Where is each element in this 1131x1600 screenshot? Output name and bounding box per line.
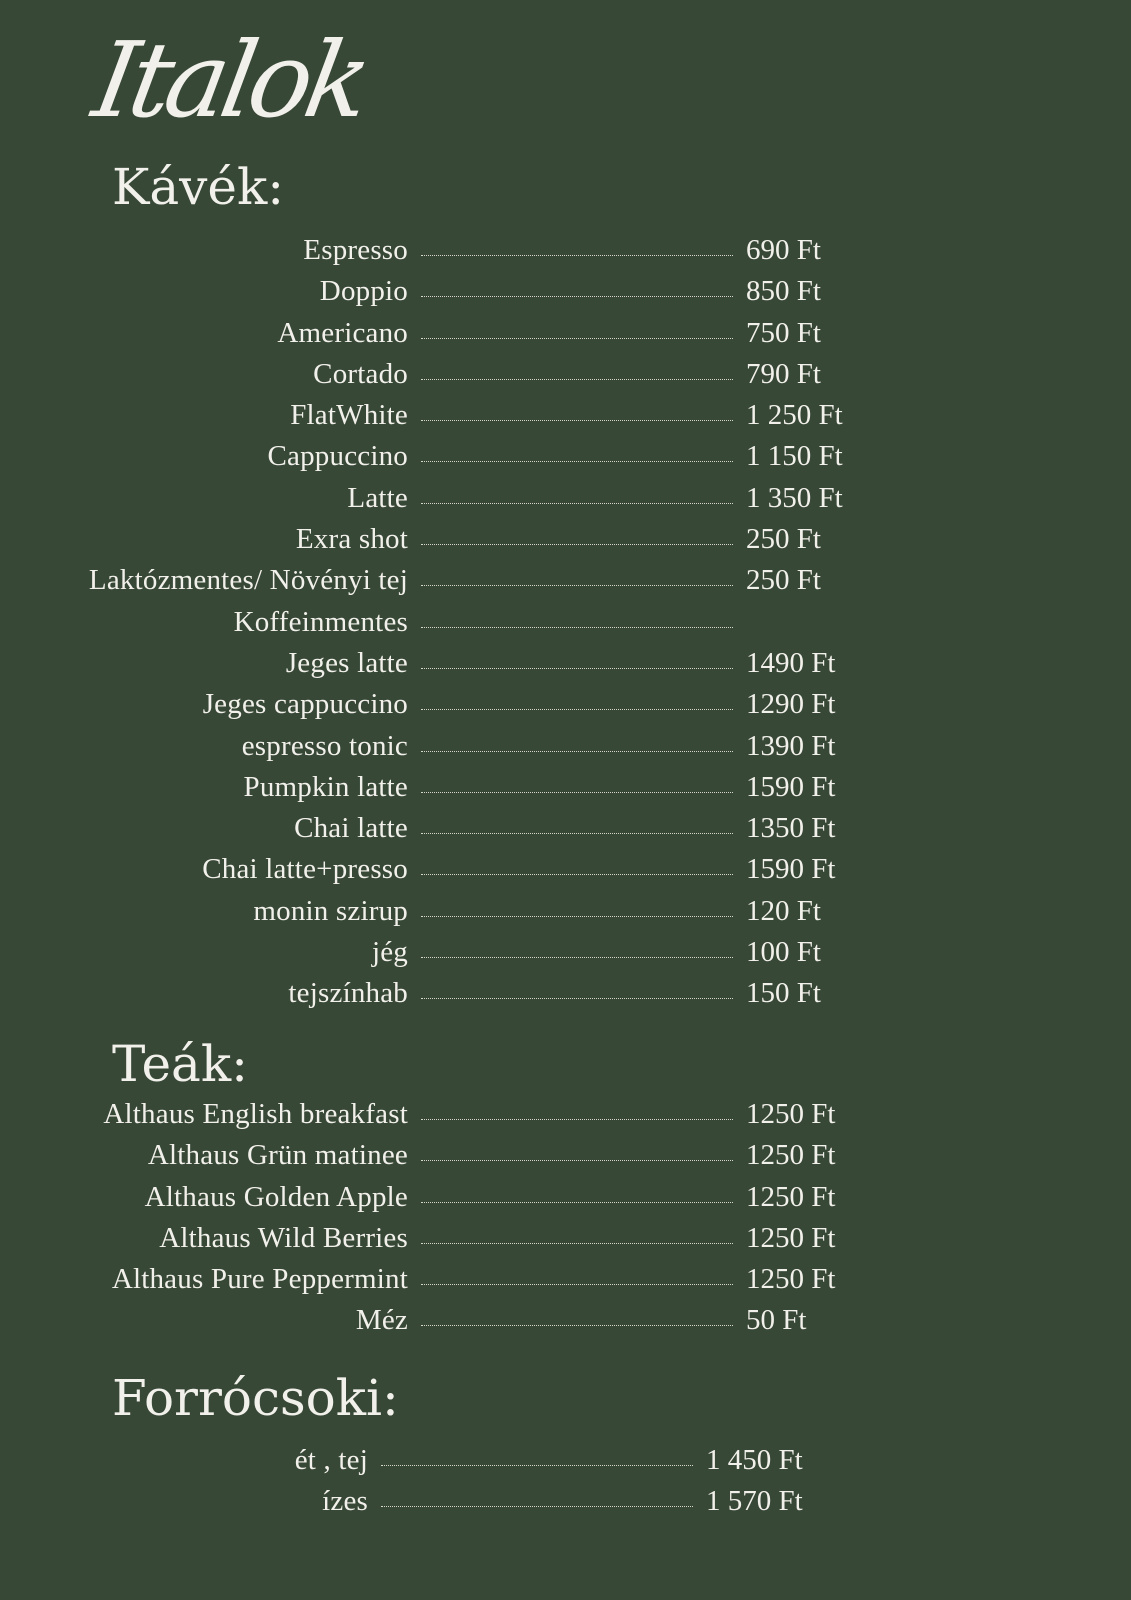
dotted-leader [421, 503, 733, 504]
menu-list-kavek [0, 232, 1131, 1017]
menu-item-name: Espresso [303, 234, 408, 266]
menu-item-price: 1250 Ft [746, 1263, 836, 1296]
menu-item-name: FlatWhite [290, 399, 408, 432]
menu-item-name: Cortado [313, 357, 408, 390]
menu-item-price: 1250 Ft [746, 1180, 836, 1213]
dotted-leader [381, 1506, 693, 1507]
page-title: Italok [85, 19, 375, 141]
menu-item-price: 1590 Ft [746, 853, 836, 886]
menu-item [0, 645, 1131, 686]
menu-item [0, 480, 1131, 521]
menu-item-price: 120 Ft [746, 894, 821, 927]
menu-item [0, 1302, 1131, 1343]
menu-item-price: 250 Ft [746, 564, 821, 597]
menu-item-price: 1250 Ft [746, 1221, 836, 1254]
dotted-leader [421, 874, 733, 875]
dotted-leader [421, 833, 733, 834]
menu-item-name: Althaus Grün matinee [147, 1139, 408, 1172]
menu-item [0, 851, 1131, 892]
menu-item-name: Doppio [319, 275, 408, 308]
menu-item-price: 100 Ft [746, 936, 821, 969]
dotted-leader [381, 1465, 693, 1466]
menu-item-name: Jeges latte [285, 646, 408, 679]
menu-item [0, 1261, 1131, 1302]
dotted-leader [421, 1119, 733, 1120]
dotted-leader [421, 461, 733, 462]
dotted-leader [421, 420, 733, 421]
menu-item-price: 1 250 Ft [746, 399, 843, 432]
menu-item-name: Chai latte [294, 812, 408, 845]
menu-item-price: 1490 Ft [746, 646, 836, 679]
menu-item [0, 604, 1131, 645]
menu-item [0, 686, 1131, 727]
menu-item-price: 1 350 Ft [746, 481, 843, 514]
menu-item-name: Jeges cappuccino [202, 688, 408, 721]
menu-item [0, 438, 1131, 479]
menu-item-price: 1390 Ft [746, 729, 836, 762]
dotted-leader [421, 338, 733, 339]
menu-item [0, 562, 1131, 603]
menu-item [0, 1137, 1131, 1178]
menu-item-price: 1350 Ft [746, 812, 836, 845]
dotted-leader [421, 379, 733, 380]
menu-item-price: 790 Ft [746, 357, 821, 390]
menu-item-price: 850 Ft [746, 275, 821, 308]
menu-item [0, 934, 1131, 975]
menu-item [0, 810, 1131, 851]
menu-item-name: jég [371, 936, 408, 969]
dotted-leader [421, 1202, 733, 1203]
menu-item [0, 521, 1131, 562]
menu-item-name: Americano [277, 316, 408, 349]
dotted-leader [421, 1284, 733, 1285]
menu-item-price: 1 570 Ft [706, 1485, 803, 1518]
menu-item [0, 1483, 1131, 1524]
menu-item [0, 769, 1131, 810]
menu-item-name: Pumpkin latte [243, 770, 408, 803]
dotted-leader [421, 751, 733, 752]
menu-item-name: Althaus Pure Peppermint [111, 1263, 408, 1296]
dotted-leader [421, 1160, 733, 1161]
dotted-leader [421, 296, 733, 297]
dotted-leader [421, 544, 733, 545]
menu-item-price: 1590 Ft [746, 770, 836, 803]
menu-item-name: Exra shot [295, 523, 408, 556]
menu-item [0, 1220, 1131, 1261]
menu-item-price: 1 450 Ft [706, 1444, 803, 1476]
menu-item-name: Koffeinmentes [233, 605, 408, 638]
menu-item-price: 690 Ft [746, 234, 821, 266]
dotted-leader [421, 627, 733, 628]
menu-list-teak [0, 1096, 1131, 1344]
menu-item-name: monin szirup [253, 894, 408, 927]
menu-item-price: 750 Ft [746, 316, 821, 349]
menu-item-name: Méz [355, 1304, 408, 1337]
menu-item [0, 893, 1131, 934]
menu-item [0, 1442, 1131, 1483]
menu-item-price: 50 Ft [746, 1304, 807, 1337]
section-heading-forrocsoki: Forrócsoki: [112, 1369, 399, 1427]
menu-item [0, 232, 1131, 273]
dotted-leader [421, 1243, 733, 1244]
menu-item-name: ét , tej [294, 1444, 368, 1476]
dotted-leader [421, 957, 733, 958]
menu-item [0, 975, 1131, 1016]
dotted-leader [421, 1325, 733, 1326]
menu-item-name: Althaus English breakfast [103, 1098, 408, 1130]
menu-item [0, 1179, 1131, 1220]
dotted-leader [421, 709, 733, 710]
section-heading-teak: Teák: [112, 1035, 249, 1093]
menu-item-name: Althaus Golden Apple [144, 1180, 408, 1213]
menu-item-name: Cappuccino [267, 440, 408, 473]
menu-item [0, 728, 1131, 769]
menu-item-price: 1290 Ft [746, 688, 836, 721]
dotted-leader [421, 585, 733, 586]
dotted-leader [421, 916, 733, 917]
menu-item-price: 1250 Ft [746, 1098, 836, 1130]
dotted-leader [421, 998, 733, 999]
menu-item [0, 315, 1131, 356]
menu-item-name: espresso tonic [241, 729, 408, 762]
menu-item-name: Latte [347, 481, 408, 514]
menu-item-name: tejszínhab [288, 977, 408, 1010]
dotted-leader [421, 255, 733, 256]
menu-item-price: 150 Ft [746, 977, 821, 1010]
menu-list-forrocsoki [0, 1442, 1131, 1525]
menu-item-name: Laktózmentes/ Növényi tej [88, 564, 408, 597]
menu-item-price: 1250 Ft [746, 1139, 836, 1172]
menu-item [0, 1096, 1131, 1137]
menu-item [0, 356, 1131, 397]
menu-item-price: 250 Ft [746, 523, 821, 556]
dotted-leader [421, 668, 733, 669]
menu-item [0, 397, 1131, 438]
dotted-leader [421, 792, 733, 793]
menu-item-name: ízes [322, 1485, 368, 1518]
menu-item-price: 1 150 Ft [746, 440, 843, 473]
menu-item-name: Althaus Wild Berries [159, 1221, 408, 1254]
section-heading-kavek: Kávék: [112, 158, 285, 216]
menu-item-name: Chai latte+presso [202, 853, 408, 886]
menu-item [0, 273, 1131, 314]
